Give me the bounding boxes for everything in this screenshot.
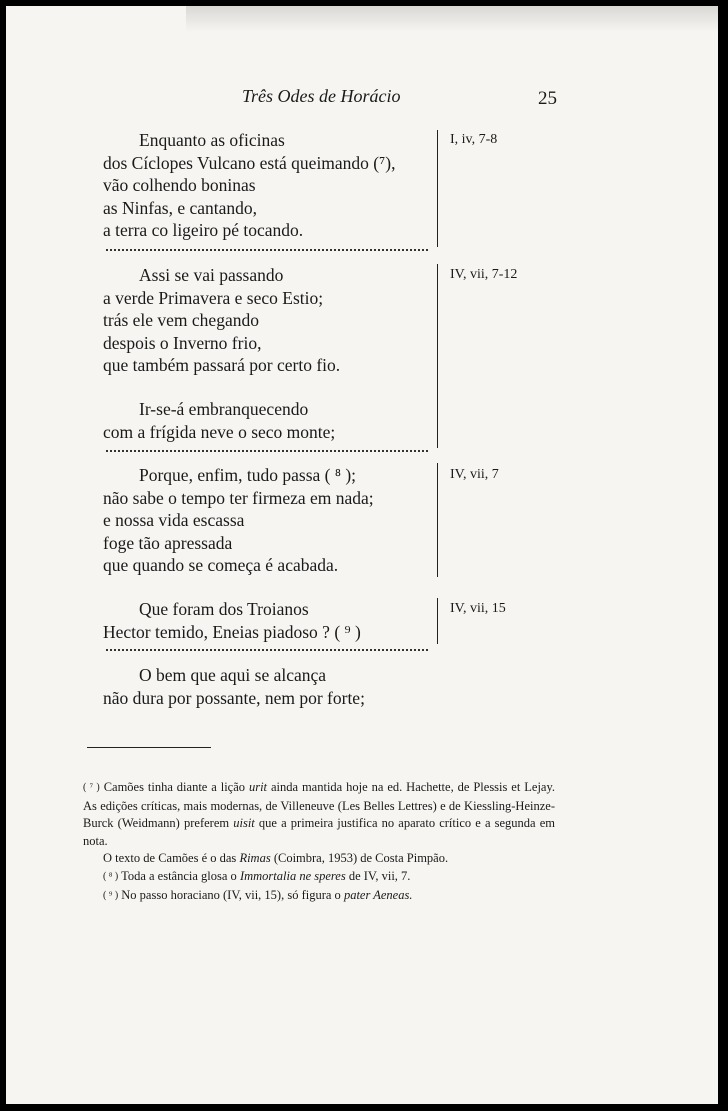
footnote-text: No passo horaciano (IV, vii, 15), só figura o [121, 887, 341, 902]
omission-dots [106, 450, 428, 452]
footnote-9 [83, 887, 555, 906]
footnote-italic: urit [248, 780, 268, 794]
footnote-text: O texto de Camões é o das [103, 851, 237, 866]
footnote-text: ainda mantida hoje na ed. Hachette, de Plessis et Lejay. As edições críticas, mais modernas, de Villeneuve (Les Belles Lettres) e de Kiessling-Heinze-Burck (Weidmann) preferem [83, 780, 556, 831]
verse-line: com a frígida neve o seco monte; [103, 421, 336, 442]
verse-line: trás ele vem chegando [103, 310, 259, 330]
margin-reference: IV, vii, 15 [450, 601, 506, 616]
verse-line: Assi se vai passando [139, 265, 284, 285]
footnote-rule [87, 747, 211, 748]
verse-line: Ir-se-á embranquecendo [139, 399, 309, 419]
verse-line: Hector temido, Eneias piadoso ? ( ⁹ ) [103, 621, 361, 642]
book-page [6, 6, 718, 1104]
verse-line: não sabe o tempo ter firmeza em nada; [103, 487, 374, 508]
omission-dots [106, 249, 428, 251]
page-number: 25 [538, 88, 557, 109]
margin-reference: IV, vii, 7-12 [450, 267, 518, 282]
footnotes [83, 779, 555, 905]
verse-line: que também passará por certo fio. [103, 355, 341, 375]
verse-line: vão colhendo boninas [103, 175, 256, 195]
verse-line: dos Cíclopes Vulcano está queimando (⁷), [103, 152, 396, 173]
stanza-2 [103, 264, 340, 377]
verse-line: despois o Inverno frio, [103, 332, 262, 353]
stanza-5 [103, 598, 361, 643]
omission-dots [106, 649, 428, 651]
footnote-8 [83, 868, 555, 887]
margin-rule [437, 463, 438, 577]
footnote-italic: pater Aeneas. [343, 887, 413, 902]
scan-shadow [186, 6, 718, 32]
footnote-italic: Immortalia ne speres [239, 868, 346, 883]
verse-line: O bem que aqui se alcança [139, 665, 327, 685]
verse-line: Que foram dos Troianos [139, 599, 309, 619]
footnote-marker: ( ⁹ ) [103, 889, 119, 901]
margin-reference: I, iv, 7-8 [450, 132, 498, 147]
footnote-text: que a primeira justifica no aparato crítico e a segunda em nota. [83, 816, 555, 848]
stanza-4 [103, 464, 374, 577]
margin-rule [437, 130, 438, 247]
footnote-text: Camões tinha diante a lição [103, 780, 246, 794]
margin-reference: IV, vii, 7 [450, 467, 499, 482]
verse-line: a terra co ligeiro pé tocando. [103, 220, 304, 240]
footnote-text: de IV, vii, 7. [348, 868, 411, 883]
stanza-3 [103, 398, 335, 443]
verse-line: Porque, enfim, tudo passa ( ⁸ ); [139, 465, 357, 485]
verse-line: que quando se começa é acabada. [103, 555, 339, 575]
verse-line: e nossa vida escassa [103, 510, 245, 530]
footnote-text: (Coimbra, 1953) de Costa Pimpão. [273, 851, 449, 866]
footnote-text: Toda a estância glosa o [121, 868, 237, 883]
footnote-marker: ( ⁷ ) [83, 782, 100, 793]
verse-line: não dura por possante, nem por forte; [103, 687, 365, 708]
stanza-6 [103, 664, 365, 709]
footnote-italic: uisit [233, 816, 255, 831]
margin-rule [437, 264, 438, 448]
verse-line: foge tão apressada [103, 532, 233, 553]
verse-line: Enquanto as oficinas [139, 130, 285, 150]
footnote-marker: ( ⁸ ) [103, 870, 119, 882]
footnote-7-paragraph-2 [83, 850, 555, 868]
footnote-7 [83, 779, 555, 850]
running-header-title: Três Odes de Horácio [242, 86, 401, 106]
stanza-1 [103, 129, 395, 242]
verse-line: as Ninfas, e cantando, [103, 197, 258, 218]
verse-line: a verde Primavera e seco Estio; [103, 287, 324, 308]
footnote-italic: Rimas [239, 851, 271, 866]
margin-rule [437, 598, 438, 644]
